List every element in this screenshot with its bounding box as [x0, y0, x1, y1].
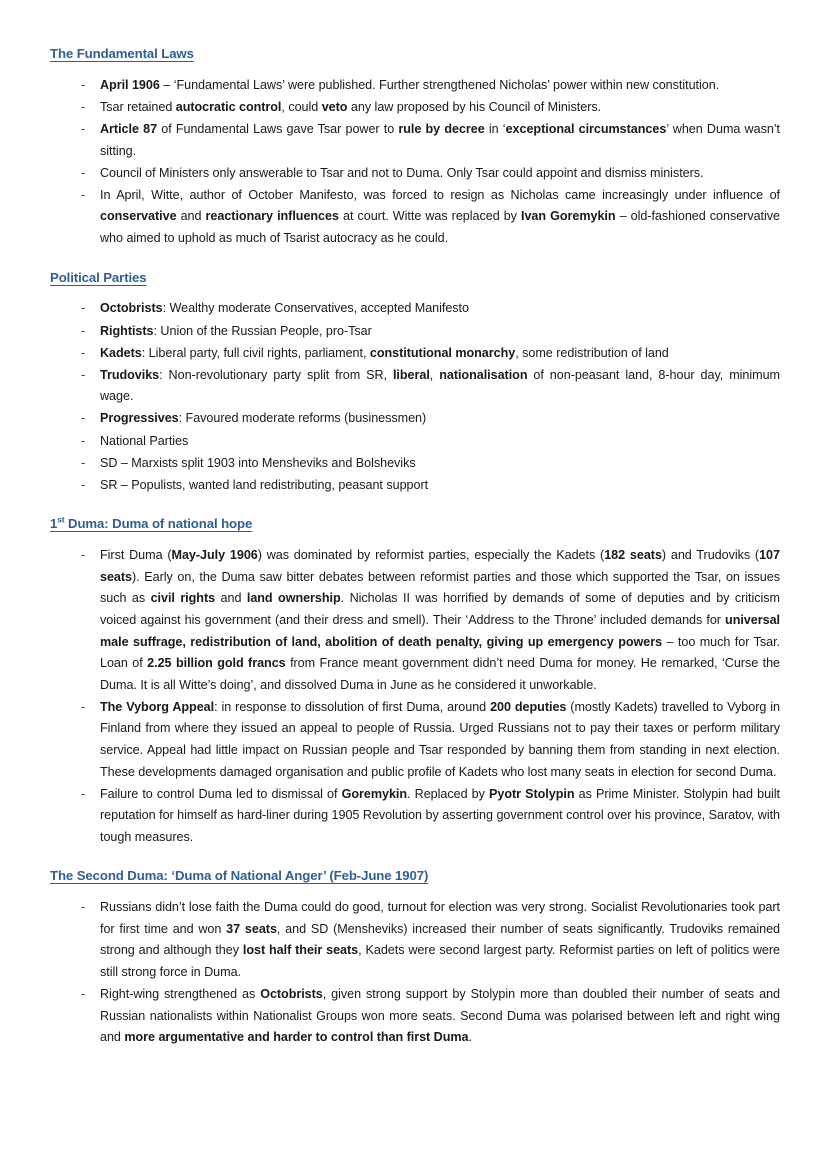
list-item: - Kadets: Liberal party, full civil rights, parliament, constitutional monarchy, some redistribution of land: [50, 343, 780, 365]
list-item: - Council of Ministers only answerable to Tsar and not to Duma. Only Tsar could appoint and dismiss ministers.: [50, 163, 780, 185]
list-item: - April 1906 – ‘Fundamental Laws’ were published. Further strengthened Nicholas’ power within new constitution.: [50, 75, 780, 97]
section-heading-political-parties: Political Parties: [50, 269, 147, 285]
bullet-list-fundamental-laws: [50, 75, 780, 250]
list-item: - National Parties: [50, 431, 780, 453]
list-item: - Octobrists: Wealthy moderate Conservatives, accepted Manifesto: [50, 298, 780, 320]
section-political-parties: [50, 270, 780, 497]
section-heading-second-duma: The Second Duma: ‘Duma of National Anger’ (Feb-June 1907): [50, 868, 429, 884]
list-item: - Right-wing strengthened as Octobrists, given strong support by Stolypin more than doubled their number of seats and Russian nationalists within Nationalist Groups won more seats. Second Duma was polarised between left and right wing and more argumentative and harder to control than first Duma.: [50, 984, 780, 1049]
list-item: - SD – Marxists split 1903 into Mensheviks and Bolsheviks: [50, 453, 780, 475]
list-item: - Tsar retained autocratic control, could veto any law proposed by his Council of Ministers.: [50, 97, 780, 119]
list-item: - Rightists: Union of the Russian People, pro-Tsar: [50, 321, 780, 343]
bullet-list-second-duma: [50, 897, 780, 1049]
bullet-list-political-parties: [50, 298, 780, 496]
heading-wrap: [50, 516, 780, 545]
heading-suffix: Duma: Duma of national hope: [64, 516, 253, 532]
section-heading-first-duma: [50, 516, 252, 532]
list-item: - Article 87 of Fundamental Laws gave Tsar power to rule by decree in ‘exceptional circumstances’ when Duma wasn’t sitting.: [50, 119, 780, 162]
heading-wrap: [50, 868, 780, 897]
list-item: - Trudoviks: Non-revolutionary party split from SR, liberal, nationalisation of non-peasant land, 8-hour day, minimum wage.: [50, 365, 780, 408]
heading-ordinal-suffix: st: [57, 514, 65, 525]
list-item: - The Vyborg Appeal: in response to dissolution of first Duma, around 200 deputies (mostly Kadets) travelled to Vyborg in Finland from where they issued an appeal to people of Russia. Urged Russians not to pay their taxes or perform military service. Appeal had little impact on Russian people and Tsar responded by banning them from standing in next election. These developments damaged organisation and public profile of Kadets who lost many seats in election for second Duma.: [50, 697, 780, 783]
heading-wrap: [50, 270, 780, 299]
section-first-duma: [50, 516, 780, 848]
list-item: - In April, Witte, author of October Manifesto, was forced to resign as Nicholas came increasingly under influence of conservative and reactionary influences at court. Witte was replaced by Ivan Goremykin – old-fashioned conservative who aimed to uphold as much of Tsarist autocracy as he could.: [50, 185, 780, 250]
section-heading-fundamental-laws: The Fundamental Laws: [50, 46, 194, 61]
heading-prefix: 1: [50, 516, 58, 532]
bullet-list-first-duma: [50, 545, 780, 848]
list-item: - Progressives: Favoured moderate reforms (businessmen): [50, 408, 780, 430]
list-item: - Failure to control Duma led to dismissal of Goremykin. Replaced by Pyotr Stolypin as Prime Minister. Stolypin had built reputation for himself as hard-liner during 1905 Revolution by asserting government control over his province, Saratov, with tough measures.: [50, 784, 780, 849]
list-item: - SR – Populists, wanted land redistributing, peasant support: [50, 475, 780, 497]
section-fundamental-laws: [50, 46, 780, 250]
heading-wrap: [50, 46, 780, 75]
list-item: - First Duma (May-July 1906) was dominated by reformist parties, especially the Kadets (182 seats) and Trudoviks (107 seats). Early on, the Duma saw bitter debates between reformist parties and those which supported the Tsar, on issues such as civil rights and land ownership. Nicholas II was horrified by demands of some of deputies and by criticism voiced against his government (and their dress and smell). Their ‘Address to the Throne’ included demands for universal male suffrage, redistribution of land, abolition of death penalty, giving up emergency powers – too much for Tsar. Loan of 2.25 billion gold francs from France meant government didn’t need Duma for money. He remarked, ‘Curse the Duma. It is all Witte’s doing’, and dissolved Duma in June as he considered it unworkable.: [50, 545, 780, 696]
list-item: - Russians didn’t lose faith the Duma could do good, turnout for election was very strong. Socialist Revolutionaries took part for first time and won 37 seats, and SD (Mensheviks) increased their number of seats significantly. Trudoviks remained strong and although they lost half their seats, Kadets were second largest party. Reformist parties on left of politics were still strong force in Duma.: [50, 897, 780, 983]
section-second-duma: [50, 868, 780, 1049]
